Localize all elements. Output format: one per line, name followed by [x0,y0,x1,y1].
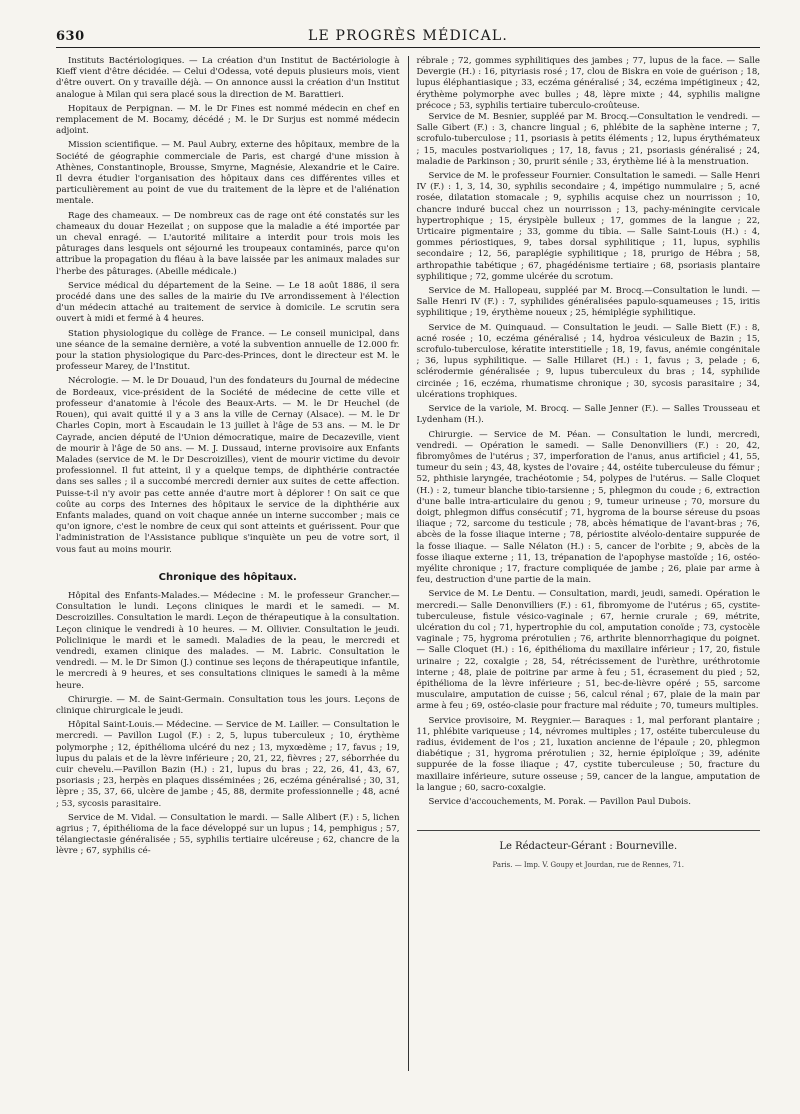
page-header [56,26,760,48]
hospital-paragraph: Service de M. Besnier, suppléé par M. Brocq.—Consultation le vendredi. — Salle Gibert (F.) : 3, chancre lingual ; 6, phlébite de la saphène interne ; 7, scrofulo-tuberculose ; 11, psoriasis à petits éléments ; 12, lupus érythémateux ; 15, macules postvarioliques ; 17, 18, favus ; 21, psoriasis généralisé ; 24, maladie de Parkinson ; 30, prurit sénile ; 33, érythème lié à la menstruation. [416,112,760,167]
left-column [56,56,408,1071]
surgery-paragraph: Service de M. Le Dentu. — Consultation, mardi, jeudi, samedi. Opération le mercredi.— Salle Denonvilliers (F.) : 61, fibromyome de l'utérus ; 65, cystite-tuberculeuse, fistule vésico-vaginale ; 67, hernie crurale ; 69, métrite, ulcération du col ; 71, hypertrophie du col, amputation conoïde ; 73, cystocèle vaginale ; 75, hygroma prérotulien ; 76, arthrite blennorrhagique du poignet. — Salle Cloquet (H.) : 16, épithélioma du maxillaire inférieur ; 17, 20, fistule urinaire ; 22, coxalgie ; 28, 54, rétrécissement de l'urèthre, uréthrotomie interne ; 48, plaie de poitrine par arme à feu ; 51, écrasement du pied ; 52, épithélioma de la lèvre inférieure ; 51, bec-de-lièvre opéré ; 55, sarcome musculaire, amputation de cuisse ; 56, calcul rénal ; 67, plaie de la main par arme à feu ; 69, ostéo-clasie pour fracture mal réduite ; 70, tumeurs multiples. [416,589,760,712]
surgery-paragraph: Chirurgie. — Service de M. Péan. — Consultation le lundi, mercredi, vendredi. — Opération le samedi. — Salle Denonvilliers (F.) : 20, 42, fibromyômes de l'utérus ; 37, imperforation de l'anus, anus artificiel ; 41, 55, tumeur du sein ; 43, 48, kystes de l'ovaire ; 44, ostéite tuberculeuse du fémur ; 52, phthisie laryngée, trachéotomie ; 54, polypes de l'utérus. — Salle Cloquet (H.) : 2, tumeur blanche tibio-tarsienne ; 5, phlegmon du coude ; 6, extraction d'une balle intra-articulaire du genou ; 9, tumeur urineuse ; 70, morsure du doigt, phlegmon diffus consécutif ; 71, hygroma de la bourse séreuse du psoas iliaque ; 72, sarcome du testicule ; 78, abcès hématique de l'avant-bras ; 76, abcès de la fosse iliaque interne ; 78, périostite alvéolo-dentaire suppurée de la fosse iliaque. — Salle Nélaton (H.) : 5, cancer de l'orbite ; 9, abcès de la fosse iliaque externe ; 11, 13, trépanation de l'apophyse mastoïde ; 16, ostéo-myélite chronique ; 17, fracture compliquée de jambe ; 26, plaie par arme à feu, destruction d'une partie de la main. [416,429,760,586]
hospital-paragraph: Service de M. Vidal. — Consultation le mardi. — Salle Alibert (F.) : 5, lichen agrius ; 7, épithélioma de la face développé sur un lupus ; 14, pemphigus ; 57, télangiectasie généralisée ; 55, syphilis tertiaire ulcéreuse ; 62, chancre de la lèvre ; 67, syphilis cé- [56,812,400,857]
hospital-paragraph: rébrale ; 72, gommes syphilitiques des jambes ; 77, lupus de la face. — Salle Devergie (H.) : 16, pityriasis rosé ; 17, clou de Biskra en voie de guérison ; 18, lupus éléphantiasique ; 33, eczéma généralisé ; 34, eczéma impétigineux ; 42, érythème polymorphe avec bulles ; 48, lèpre mixte ; 44, syphilis maligne précoce ; 53, syphilis tertiaire tuberculo-croûteuse. [416,56,760,111]
hospital-paragraph: Service de M. Quinquaud. — Consultation le jeudi. — Salle Biett (F.) : 8, acné rosée ; 10, eczéma généralisé ; 14, hydroa vésiculeux de Bazin ; 15, scrofulo-tuberculose, kératite interstitielle ; 18, 19, favus, anémie congénitale ; 36, lupus syphilitique. — Salle Hillaret (H.) : 1, favus ; 3, pelade ; 6, sclérodermie généralisée ; 9, lupus tuberculeux du bras ; 14, syphilide circinée ; 16, eczéma, rhumatisme chronique ; 30, sycosis parasitaire ; 34, ulcérations trophiques. [416,322,760,400]
right-column [408,56,761,1071]
maternity-paragraph: Service d'accouchements, M. Porak. — Pavillon Paul Dubois. [428,797,691,807]
news-paragraph: Rage des chameaux. — De nombreux cas de rage ont été constatés sur les chameaux du douar Hezeilat ; on suppose que la maladie a été importée par un cheval enragé. — L'autorité militaire a interdit pour trois mois les pâturages dans lesquels ont séjourné les troupeaux contaminés, parce qu'on attribue la propagation du fléau à la bave laissée par les animaux malades sur l'herbe des pâturages. (Abeille médicale.) [56,210,400,277]
hospital-paragraph: Hôpital Saint-Louis.— Médecine. — Service de M. Lailler. — Consultation le mercredi. — Pavillon Lugol (F.) : 2, 5, lupus tuberculeux ; 10, érythème polymorphe ; 12, épithélioma ulcéré du nez ; 13, myxœdème ; 17, favus ; 19, lupus du palais et de la lèvre inférieure ; 20, 21, 22, fièvres ; 27, séborrhée du cuir chevelu.—Pavillon Bazin (H.) : 21, lupus du bras ; 22, 26, 41, 43, 67, psoriasis ; 23, herpès en plaques disséminées ; 26, eczéma généralisé ; 30, 31, lèpre ; 35, 37, 66, ulcère de jambe ; 45, 88, dermite professionnelle ; 48, acné ; 53, sycosis parasitaire. [56,720,400,809]
news-paragraph: Hopitaux de Perpignan. — M. le Dr Fines est nommé médecin en chef en remplacement de M. Bocamy, décédé ; M. le Dr Surjus est nommé médecin adjoint. [56,103,400,137]
obituary-paragraph: Nécrologie. — M. le Dr Douaud, l'un des fondateurs du Journal de médecine de Bordeaux, vice-président de la Société de médecine de cette ville et professeur d'anatomie à l'école des Beaux-Arts. — M. le Dr Heuchel (de Rouen), qui avait quitté il y a 3 ans la ville de Cernay (Alsace). — M. le Dr Charles Copin, mort à Escaudain le 13 juillet à l'âge de 53 ans. — M. le Dr Cayrade, ancien député de l'Union démocratique, maire de Decazeville, vient de mourir à l'âge de 50 ans. — M. J. Dussaud, interne provisoire aux Enfants Malades (service de M. le Dr Descroizilles), vient de mourir victime du devoir professionnel. Il fut atteint, il y a quelque temps, de diphthérie contractée dans ses salles ; il a succombé mercredi dernier aux suites de cette affection. Puisse-t-il n'y avoir pas cette année d'autre mort à déplorer ! On sait ce que coûte au corps des Internes des hôpitaux le service de la diphthérie aux Enfants malades, quand on voit chaque année un interne succomber ; mais ce qu'on ignore, c'est le nombre de ceux qui sont atteints et guérissent. Pour que l'administration de l'Assistance publique s'inquiète un peu de votre sort, il vous faut au moins mourir. [56,376,400,555]
hospital-paragraph: Service de M. Hallopeau, suppléé par M. Brocq.—Consultation le lundi. — Salle Henri IV (F.) : 7, syphilides généralisées papulo-squameuses ; 15, iritis syphilitique ; 19, érythème noueux ; 25, hémiplégie syphilitique. [416,286,760,319]
news-paragraph: Station physiologique du collège de France. — Le conseil municipal, dans une séance de la semaine dernière, a voté la subvention annuelle de 12.000 fr. pour la station physiologique du Parc-des-Princes, dont le directeur est M. le professeur Marey, de l'Institut. [56,328,400,373]
hospital-paragraph: Service de M. le professeur Fournier. Consultation le samedi. — Salle Henri IV (F.) : 1, 3, 14, 30, syphilis secondaire ; 4, impétigo nummulaire ; 5, acné rosée, dilatation stomacale ; 9, syphilis acquise chez un nourrisson ; 10, chancre induré buccal chez un nourrisson ; 13, pachy-méningite cervicale hypertrophique ; 15, érysipèle bulleux ; 17, gommes de la langue ; 22, Urticaire pigmentaire ; 33, gomme du tibia. — Salle Saint-Louis (H.) : 4, gommes périostiques, 9, tabes dorsal syphilitique ; 11, lupus, syphilis secondaire ; 12, 56, paraplégie syphilitique ; 18, prurigo de Hébra ; 58, arthropathie tabétique ; 67, phagédénisme tertiaire ; 68, psoriasis plantaire syphilitique ; 72, gomme ulcérée du scrotum. [416,171,760,282]
journal-title: LE PROGRÈS MÉDICAL. [307,28,509,44]
news-paragraph: Mission scientifique. — M. Paul Aubry, externe des hôpitaux, membre de la Société de géographie commerciale de Paris, est chargé d'une mission à Athènes, Constantinople, Brousse, Smyrne, Magnésie, Alexandrie et le Caire. Il devra étudier l'organisation des hôpitaux dans ces différentes villes et particulièrement au point de vue du traitement de la lèpre et de l'aliénation mentale. [56,140,400,207]
text-columns [56,56,760,1071]
hospital-paragraph: Chirurgie. — M. de Saint-Germain. Consultation tous les jours. Leçons de clinique chirurgicale le jeudi. [56,694,400,716]
news-paragraph: Instituts Bactériologiques. — La création d'un Institut de Bactériologie à Kieff vient d'être décidée. — Celui d'Odessa, voté depuis plusieurs mois, vient d'être ouvert. On y travaille déjà. — On annonce aussi la création d'un Institut analogue à Milan qui sera placé sous la direction de M. Barattieri. [56,56,400,100]
section-title: Chronique des hôpitaux. [158,571,297,583]
news-paragraph: Service médical du département de la Seine. — Le 18 août 1886, il sera procédé dans une des salles de la mairie du IVe arrondissement à l'élection d'un médecin attaché au traitement de service à domicile. Le scrutin sera ouvert à midi et fermé à 4 heures. [56,280,400,325]
hospital-paragraph: Service de la variole, M. Brocq. — Salle Jenner (F.). — Salles Trousseau et Lydenham (H.). [416,404,760,426]
editor-signature: Le Rédacteur-Gérant : Bourneville. [417,830,761,852]
printer-line: Paris. — Imp. V. Goupy et Jourdan, rue de Rennes, 71. [492,861,684,870]
page-number: 630 [56,29,85,44]
hospital-paragraph: Hôpital des Enfants-Malades.— Médecine : M. le professeur Grancher.—Consultation le lundi. Leçons cliniques le mardi et le samedi. — M. Descroizilles. Consultation le mardi. Leçon de thérapeutique à la consultation. Leçon clinique le vendredi à 10 heures. — M. Ollivier. Consultation le jeudi. Policlinique le mardi et le samedi. Maladies de la peau, le mercredi et vendredi, examen clinique des malades. — M. Labric. Consultation le vendredi. — M. le Dr Simon (J.) continue ses leçons de thérapeutique infantile, le mercredi à 9 heures, et ses consultations cliniques le samedi à la même heure. [56,590,400,691]
surgery-paragraph: Service provisoire, M. Reygnier.— Baraques : 1, mal perforant plantaire ; 11, phlébite variqueuse ; 14, névromes multiples ; 17, ostéite tuberculeuse du radius, évidement de l'os ; 21, luxation ancienne de l'épaule ; 20, phlegmon diabétique ; 31, hygroma prérotulien ; 32, hernie épiploïque ; 39, adénite suppurée de la fosse iliaque ; 47, cystite tuberculeuse ; 50, fracture du maxillaire inférieure, suture osseuse ; 59, cancer de la langue, amputation de la langue ; 60, sacro-coxalgie. [416,715,760,793]
